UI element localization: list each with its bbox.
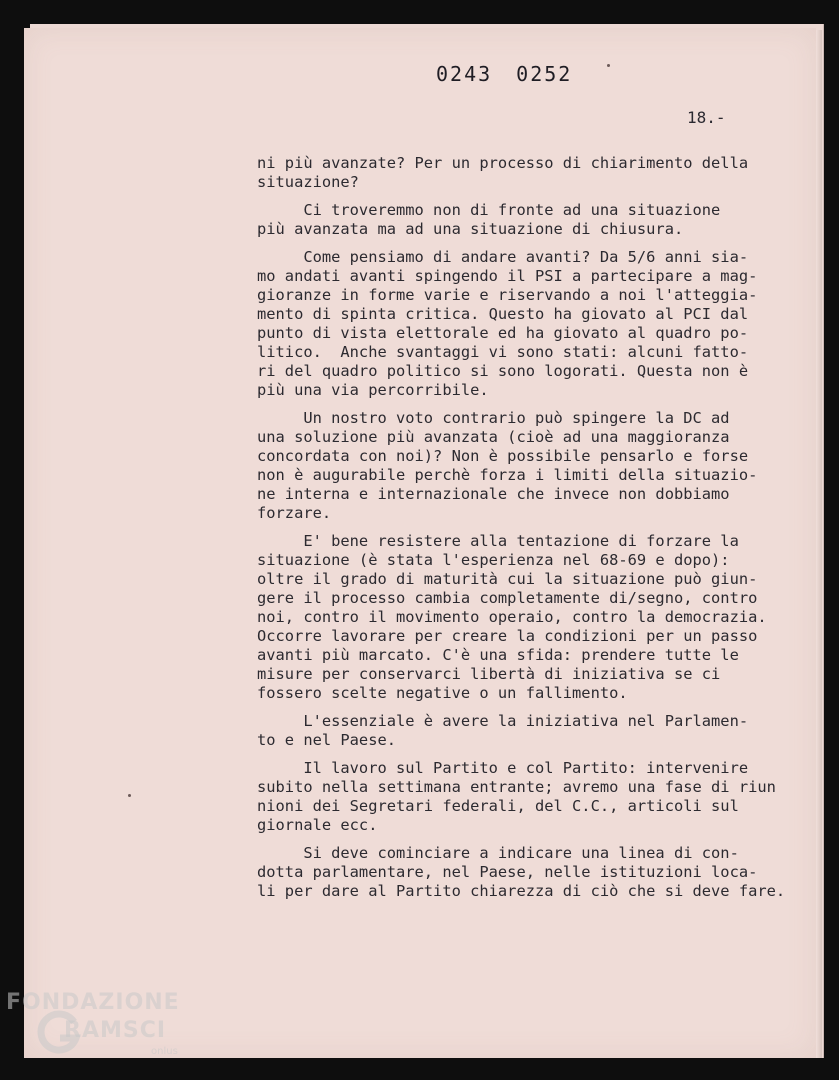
- text-line: nioni dei Segretari federali, del C.C., articoli sul: [257, 797, 739, 815]
- text-line: L'essenziale è avere la iniziativa nel Parlamen-: [257, 712, 749, 730]
- text-line: oltre il grado di maturità cui la situazione può giun-: [257, 570, 758, 588]
- text-line: fossero scelte negative o un fallimento.: [257, 684, 628, 702]
- text-line: ne interna e internazionale che invece non dobbiamo: [257, 485, 730, 503]
- text-line: ri del quadro politico si sono logorati. Questa non è: [257, 362, 749, 380]
- text-line: non è augurabile perchè forza i limiti della situazio-: [257, 466, 758, 484]
- text-line: più una via percorribile.: [257, 381, 489, 399]
- text-line: situazione (è stata l'esperienza nel 68-69 e dopo):: [257, 551, 730, 569]
- text-line: gere il processo cambia completamente di/segno, contro: [257, 589, 758, 607]
- text-line: Un nostro voto contrario può spingere la DC ad: [257, 409, 730, 427]
- text-line: to e nel Paese.: [257, 731, 396, 749]
- text-line: punto di vista elettorale ed ha giovato al quadro po-: [257, 324, 749, 342]
- text-line: noi, contro il movimento operaio, contro la democrazia.: [257, 608, 767, 626]
- watermark-line-2: RAMSCI: [64, 1018, 167, 1043]
- text-line: giornale ecc.: [257, 816, 378, 834]
- paragraph: [257, 712, 817, 750]
- page-number: 18.-: [687, 108, 726, 127]
- text-line: Si deve cominciare a indicare una linea di con-: [257, 844, 739, 862]
- text-line: dotta parlamentare, nel Paese, nelle istituzioni loca-: [257, 863, 758, 881]
- paragraph: [257, 154, 817, 192]
- doc-number-second: 0252: [516, 62, 573, 86]
- text-line: Il lavoro sul Partito e col Partito: intervenire: [257, 759, 749, 777]
- text-line: mento di spinta critica. Questo ha giovato al PCI dal: [257, 305, 749, 323]
- text-line: Occorre lavorare per creare la condizioni per un passo: [257, 627, 758, 645]
- ink-speck: [607, 64, 610, 67]
- paragraph: [257, 844, 817, 901]
- document-body: [257, 154, 817, 910]
- document-page: [24, 28, 816, 1058]
- watermark-line-1: FONDAZIONE: [6, 990, 180, 1015]
- text-line: E' bene resistere alla tentazione di forzare la: [257, 532, 739, 550]
- text-line: ni più avanzate? Per un processo di chiarimento della: [257, 154, 749, 172]
- doc-number-first: 0243: [436, 62, 493, 86]
- text-line: più avanzata ma ad una situazione di chiusura.: [257, 220, 684, 238]
- text-line: forzare.: [257, 504, 332, 522]
- document-reference-numbers: [436, 62, 572, 86]
- text-line: Ci troveremmo non di fronte ad una situazione: [257, 201, 721, 219]
- text-line: litico. Anche svantaggi vi sono stati: alcuni fatto-: [257, 343, 749, 361]
- text-line: concordata con noi)? Non è possibile pensarlo e forse: [257, 447, 749, 465]
- text-line: una soluzione più avanzata (cioè ad una maggioranza: [257, 428, 730, 446]
- text-line: avanti più marcato. C'è una sfida: prendere tutte le: [257, 646, 739, 664]
- watermark-line-3: onlus: [151, 1046, 178, 1057]
- text-line: gioranze in forme varie e riservando a noi l'atteggia-: [257, 286, 758, 304]
- paragraph: [257, 759, 817, 835]
- text-line: li per dare al Partito chiarezza di ciò che si deve fare.: [257, 882, 786, 900]
- paragraph: [257, 248, 817, 400]
- fondazione-gramsci-watermark: [6, 990, 211, 1070]
- text-line: mo andati avanti spingendo il PSI a partecipare a mag-: [257, 267, 758, 285]
- text-line: subito nella settimana entrante; avremo una fase di riun: [257, 778, 776, 796]
- text-line: situazione?: [257, 173, 359, 191]
- text-line: misure per conservarci libertà di iniziativa se ci: [257, 665, 721, 683]
- paragraph: [257, 409, 817, 523]
- ink-speck: [128, 794, 131, 797]
- text-line: Come pensiamo di andare avanti? Da 5/6 anni sia-: [257, 248, 749, 266]
- paragraph: [257, 532, 817, 703]
- paragraph: [257, 201, 817, 239]
